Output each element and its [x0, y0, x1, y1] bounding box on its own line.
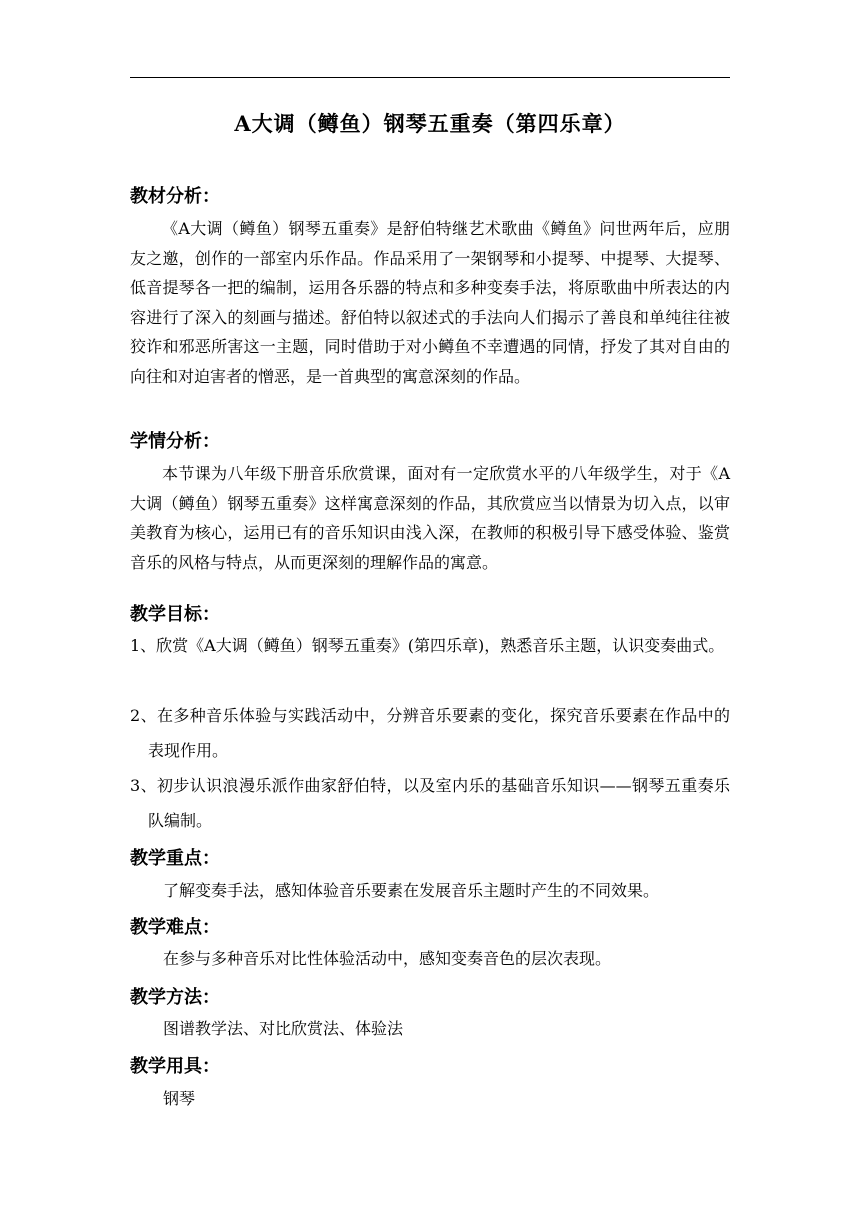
- analysis-text: 《A大调（鳟鱼）钢琴五重奏》是舒伯特继艺术歌曲《鳟鱼》问世两年后，应朋友之邀，创作的一部室内乐作品。作品采用了一架钢琴和小提琴、中提琴、大提琴、低音提琴各一把的编制，运用各乐器的特点和多种变奏手法，将原歌曲中所表达的内容进行了深入的刻画与描述。舒伯特以叙述式的手法向人们揭示了善良和单纯往往被狡诈和邪恶所害这一主题，同时借助于对小鳟鱼不幸遭遇的同情，抒发了其对自由的向往和对迫害者的憎恶，是一首典型的寓意深刻的作品。: [130, 219, 730, 386]
- methods-heading: 教学方法：: [130, 987, 220, 1008]
- header-rule: [130, 77, 730, 78]
- page-title: A大调（鳟鱼）钢琴五重奏（第四乐章）: [234, 111, 626, 136]
- tools-heading: 教学用具：: [130, 1056, 220, 1077]
- students-heading: 学情分析：: [130, 431, 220, 452]
- objectives-heading: 教学目标：: [130, 604, 220, 625]
- analysis-heading: 教材分析：: [130, 186, 220, 207]
- objective-item-1: 1、欣赏《A大调（鳟鱼）钢琴五重奏》(第四乐章)，熟悉音乐主题，认识变奏曲式。: [130, 636, 725, 655]
- difficulties-text: 在参与多种音乐对比性体验活动中，感知变奏音色的层次表现。: [163, 949, 612, 968]
- objective-item-3: 3、初步认识浪漫乐派作曲家舒伯特，以及室内乐的基础音乐知识——钢琴五重奏乐队编制。: [130, 776, 730, 830]
- tools-text: 钢琴: [163, 1089, 196, 1108]
- key-points-text: 了解变奏手法，感知体验音乐要素在发展音乐主题时产生的不同效果。: [163, 881, 660, 900]
- key-points-heading: 教学重点：: [130, 848, 220, 869]
- difficulties-heading: 教学难点：: [130, 917, 220, 938]
- students-text: 本节课为八年级下册音乐欣赏课，面对有一定欣赏水平的八年级学生，对于《A大调（鳟鱼）钢琴五重奏》这样寓意深刻的作品，其欣赏应当以情景为切入点，以审美教育为核心，运用已有的音乐知识由浅入深，在教师的积极引导下感受体验、鉴赏音乐的风格与特点，从而更深刻的理解作品的寓意。: [130, 464, 730, 572]
- methods-text: 图谱教学法、对比欣赏法、体验法: [163, 1019, 404, 1038]
- objective-item-2: 2、在多种音乐体验与实践活动中，分辨音乐要素的变化，探究音乐要素在作品中的表现作用。: [130, 706, 730, 760]
